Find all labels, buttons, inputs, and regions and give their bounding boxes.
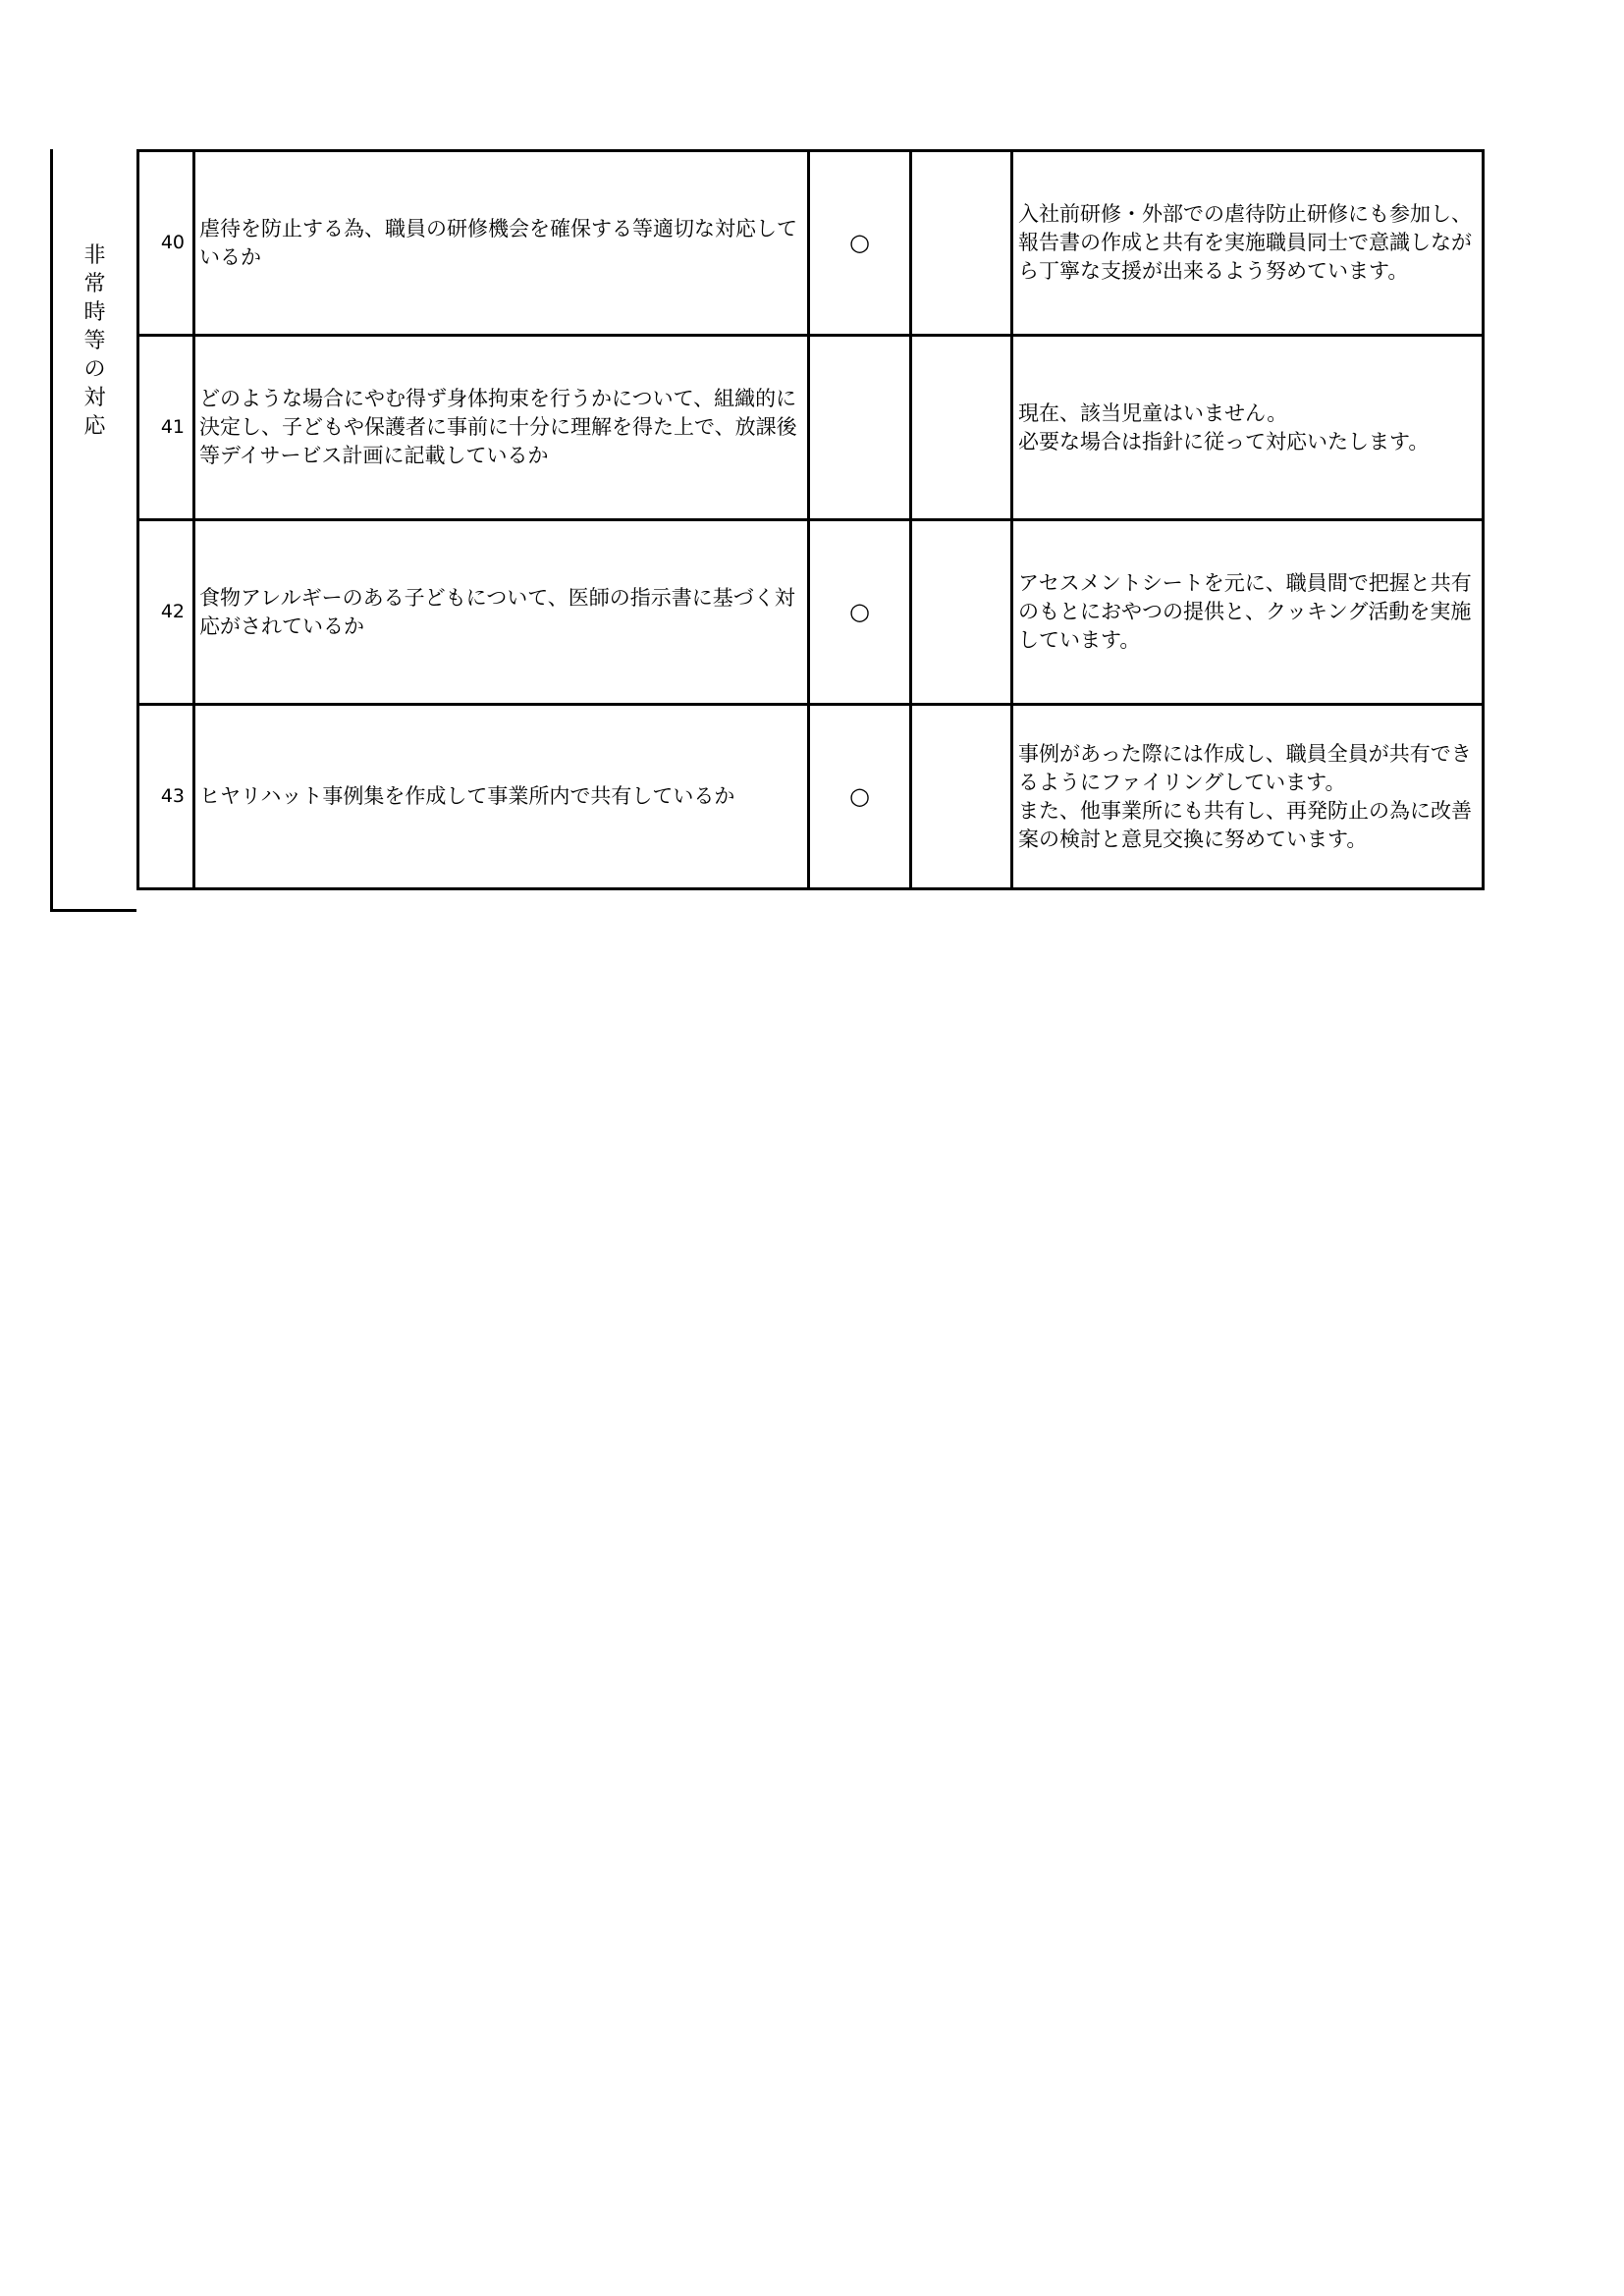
no-mark [911,336,1012,520]
yes-mark [809,336,911,520]
category-char: 非 [83,243,106,268]
no-mark [911,151,1012,336]
category-char: 対 [83,386,106,410]
category-char: 時 [83,300,106,325]
evaluation-table [136,149,1485,890]
item-number: 41 [138,336,194,520]
table-row [138,336,1484,520]
question-text: 食物アレルギーのある子どもについて、医師の指示書に基づく対応がされているか [194,520,809,705]
item-number: 40 [138,151,194,336]
no-mark [911,520,1012,705]
item-number: 43 [138,705,194,889]
category-char: の [83,357,106,382]
yes-mark: ○ [809,151,911,336]
question-text: ヒヤリハット事例集を作成して事業所内で共有しているか [194,705,809,889]
table-row [138,520,1484,705]
yes-mark: ○ [809,520,911,705]
question-text: 虐待を防止する為、職員の研修機会を確保する等適切な対応しているか [194,151,809,336]
category-char: 等 [83,329,106,353]
comment-text: アセスメントシートを元に、職員間で把握と共有のもとにおやつの提供と、クッキング活動を実施しています。 [1012,520,1484,705]
table-row [138,705,1484,889]
category-column [50,149,136,912]
category-char: 応 [83,414,106,439]
category-char: 常 [83,272,106,296]
category-label [53,241,136,441]
yes-mark: ○ [809,705,911,889]
no-mark [911,705,1012,889]
item-number: 42 [138,520,194,705]
question-text: どのような場合にやむ得ず身体拘束を行うかについて、組織的に決定し、子どもや保護者に事前に十分に理解を得た上で、放課後等デイサービス計画に記載しているか [194,336,809,520]
comment-text: 現在、該当児童はいません。 必要な場合は指針に従って対応いたします。 [1012,336,1484,520]
comment-text: 入社前研修・外部での虐待防止研修にも参加し、報告書の作成と共有を実施職員同士で意識しながら丁寧な支援が出来るよう努めています。 [1012,151,1484,336]
comment-text: 事例があった際には作成し、職員全員が共有できるようにファイリングしています。 また、他事業所にも共有し、再発防止の為に改善案の検討と意見交換に努めています。 [1012,705,1484,889]
table-row [138,151,1484,336]
